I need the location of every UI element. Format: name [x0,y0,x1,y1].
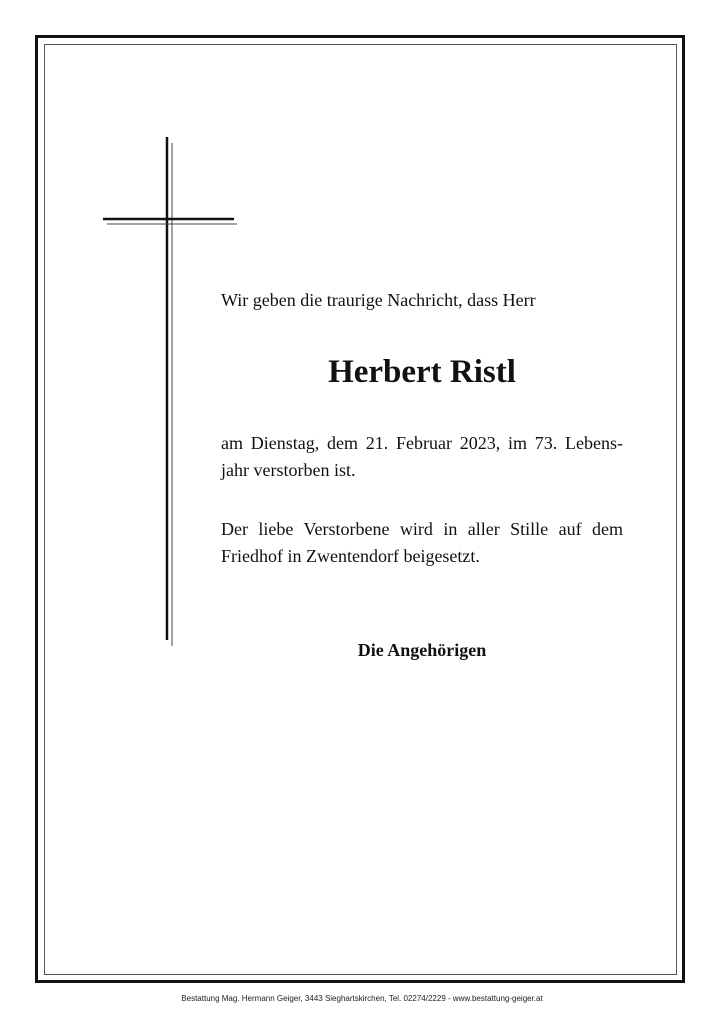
signoff-text: Die Angehörigen [357,640,487,660]
death-details-line-2: jahr verstorben ist. [221,460,356,480]
burial-details-line-1: Der liebe Verstorbene wird in aller Stille auf dem [221,519,623,539]
burial-details-line-2: Friedhof in Zwentendorf beigesetzt. [221,546,480,566]
inner-border-frame [44,44,677,975]
burial-details-paragraph [221,516,623,570]
intro-text: Wir geben die traurige Nachricht, dass Herr [221,290,536,310]
footer-funeral-home-info: Bestattung Mag. Hermann Geiger, 3443 Sieghartskirchen, Tel. 02274/2229 - www.bestattung-geiger.at [181,994,543,1003]
death-details-line-1: am Dienstag, dem 21. Februar 2023, im 73. Lebens- [221,433,623,453]
deceased-name: Herbert Ristl [328,354,516,390]
death-details-paragraph [221,430,623,484]
